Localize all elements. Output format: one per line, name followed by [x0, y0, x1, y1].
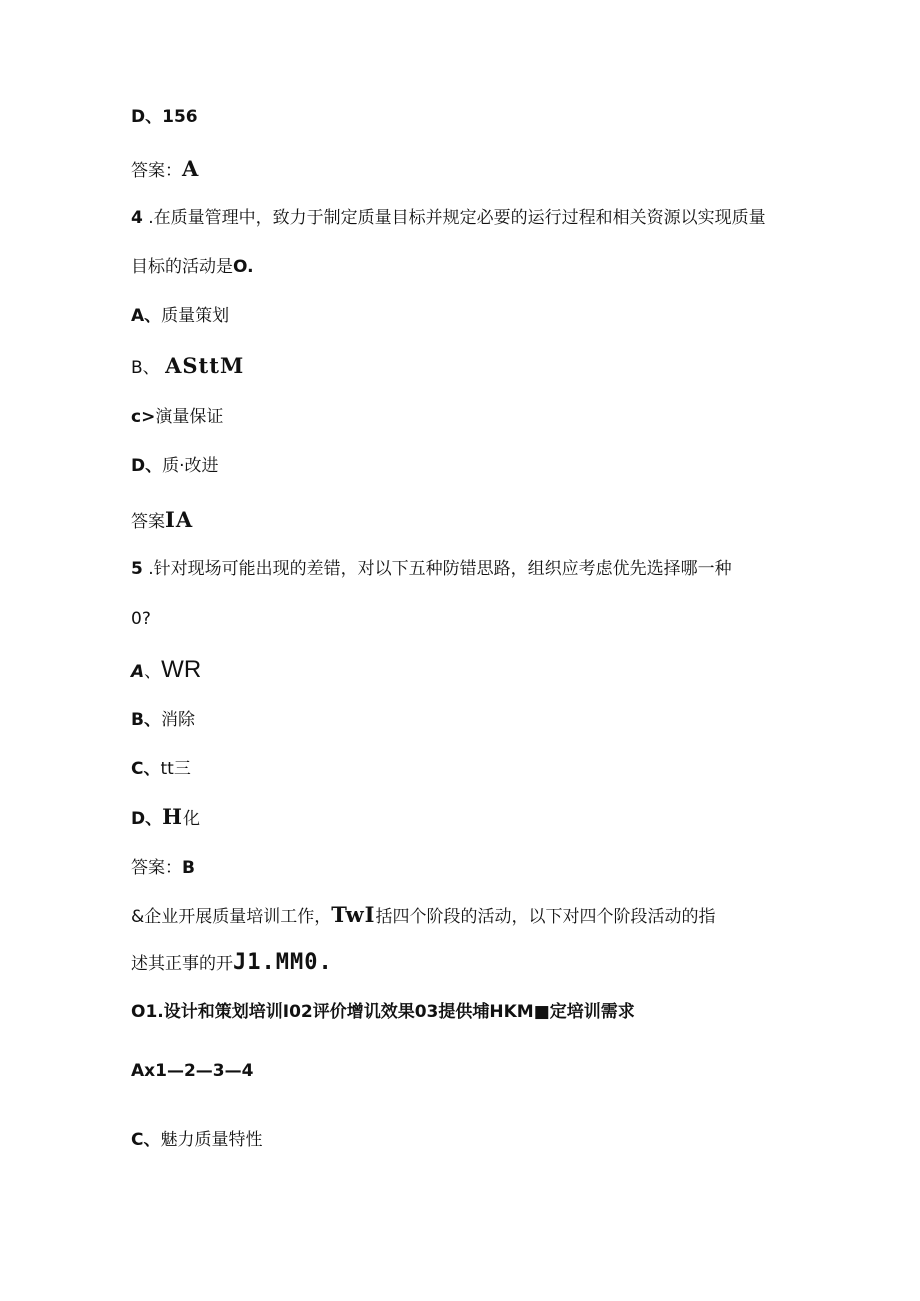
question-5-line-2: [131, 608, 151, 630]
question-blank: O.: [233, 257, 254, 277]
question-text: &企业开展质量培训工作，: [131, 907, 332, 927]
option-c-line: [131, 406, 223, 428]
option-text: 化: [182, 809, 200, 829]
option-label: A: [131, 662, 145, 682]
option-label: C、: [131, 1130, 161, 1150]
option-label: C、: [131, 759, 161, 779]
answer-label: 答案：: [131, 858, 182, 878]
steps-text: O1.设计和策划培训I02评价增讥效果03提供埔HKM■定培训需求: [131, 1002, 635, 1022]
option-text: WR: [161, 656, 202, 683]
answer-value: A: [182, 156, 200, 181]
option-c-line: [131, 1129, 262, 1151]
question-6-line-2: [131, 952, 333, 975]
answer-label: 答案：: [131, 161, 182, 181]
option-text: Ax1—2—3—4: [131, 1061, 254, 1081]
question-number: 4: [131, 208, 143, 228]
option-label: A、: [131, 306, 162, 326]
question-glyph: J1.MM0.: [233, 950, 333, 975]
option-d-line: [131, 106, 198, 128]
option-text: 质·改进: [162, 456, 219, 476]
option-glyph: H: [162, 804, 183, 829]
option-separator: 、: [144, 662, 162, 682]
option-text: 魅力质量特性: [160, 1130, 263, 1150]
question-4-line-2: [131, 256, 254, 278]
option-text: 质量策划: [161, 306, 230, 326]
option-d-line: [131, 455, 219, 477]
question-text: 目标的活动是: [131, 257, 233, 277]
question-text: 述其正事的开: [131, 954, 233, 974]
question-6-steps: [131, 1001, 635, 1023]
option-c-line: [131, 758, 191, 780]
question-glyph: TwI: [331, 902, 376, 927]
option-text: tt三: [160, 759, 191, 779]
question-text: .针对现场可能出现的差错，对以下五种防错思路，组织应考虑优先选择哪一种: [148, 559, 732, 579]
option-b-line: [131, 355, 244, 379]
question-5-line-1: [131, 558, 732, 580]
option-b-line: [131, 709, 195, 731]
option-a-line: [131, 305, 229, 327]
option-d-line: [131, 806, 200, 830]
option-a-line: [131, 656, 202, 683]
answer-value: B: [182, 858, 195, 878]
option-label: c>: [131, 407, 156, 427]
answer-label: 答案: [131, 512, 165, 532]
option-text: 消除: [160, 710, 195, 730]
answer-value: IA: [165, 507, 194, 532]
option-label: D、: [131, 107, 163, 127]
answer-line: [131, 158, 199, 182]
question-4-line-1: [131, 207, 766, 229]
option-text: 156: [162, 107, 198, 127]
option-label: B、: [131, 358, 160, 378]
answer-line: [131, 509, 193, 533]
option-a-line: [131, 1060, 253, 1082]
option-text: ASttM: [165, 353, 245, 378]
option-label: D、: [131, 809, 163, 829]
option-label: D、: [131, 456, 163, 476]
option-text: 演量保证: [155, 407, 224, 427]
answer-line: [131, 857, 195, 879]
question-text: 0?: [131, 609, 151, 629]
option-label: B、: [131, 710, 161, 730]
question-6-line-1: [131, 904, 716, 928]
question-text: .在质量管理中，致力于制定质量目标并规定必要的运行过程和相关资源以实现质量: [148, 208, 766, 228]
question-number: 5: [131, 559, 143, 579]
question-text: 括四个阶段的活动，以下对四个阶段活动的指: [375, 907, 716, 927]
